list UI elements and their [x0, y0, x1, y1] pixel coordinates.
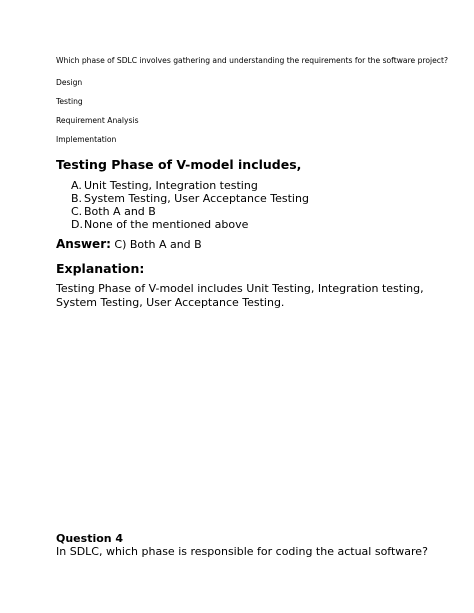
- question1-option-design: Design: [56, 78, 83, 87]
- question2-option-a: [56, 179, 309, 192]
- option-letter: C.: [71, 205, 83, 218]
- option-text: Both A and B: [84, 205, 156, 218]
- option-letter: A.: [71, 179, 82, 192]
- question1-text: Which phase of SDLC involves gathering and understanding the requirements for the software project?: [56, 56, 448, 65]
- option-letter: D.: [71, 218, 83, 231]
- question1-option-implementation: Implementation: [56, 135, 117, 144]
- explanation-heading: Explanation:: [56, 261, 145, 276]
- question4-text: In SDLC, which phase is responsible for coding the actual software?: [56, 545, 428, 558]
- question2-heading: Testing Phase of V-model includes,: [56, 157, 302, 172]
- explanation-line-2: System Testing, User Acceptance Testing.: [56, 296, 285, 309]
- explanation-line-1: Testing Phase of V-model includes Unit Testing, Integration testing,: [56, 282, 424, 295]
- question1-option-testing: Testing: [56, 97, 83, 106]
- answer-label: Answer:: [56, 237, 111, 251]
- option-text: None of the mentioned above: [84, 218, 249, 231]
- option-letter: B.: [71, 192, 83, 205]
- question2-options-list: [56, 179, 309, 231]
- question2-option-d: [56, 218, 309, 231]
- option-text: System Testing, User Acceptance Testing: [84, 192, 309, 205]
- question2-answer: [56, 237, 202, 251]
- question1-option-requirement-analysis: Requirement Analysis: [56, 116, 139, 125]
- question2-option-c: [56, 205, 309, 218]
- question4-label: Question 4: [56, 532, 124, 545]
- option-text: Unit Testing, Integration testing: [84, 179, 258, 192]
- answer-value: C) Both A and B: [110, 238, 202, 251]
- question2-option-b: [56, 192, 309, 205]
